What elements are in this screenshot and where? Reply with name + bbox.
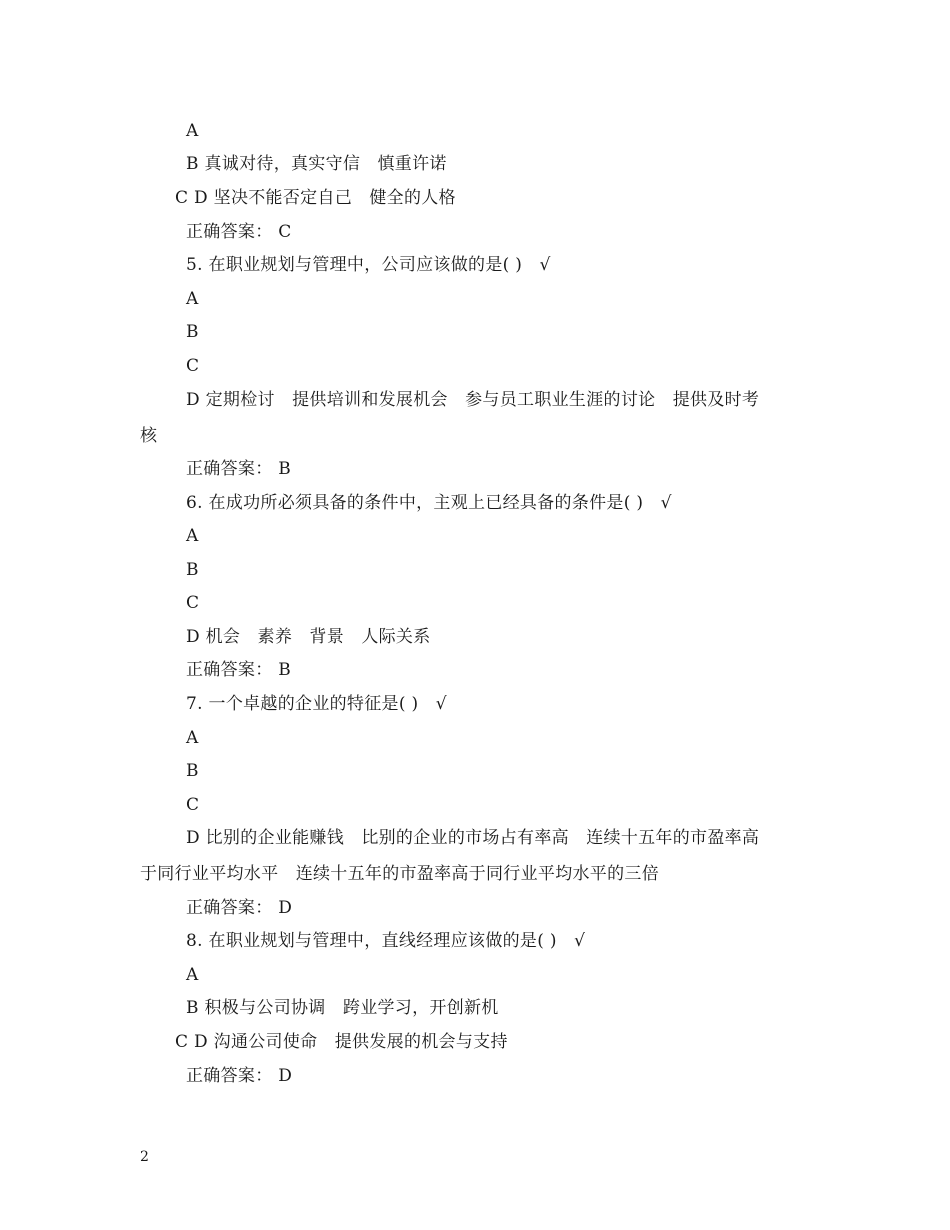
option-c-q5: C [186,356,200,376]
answer-q5: 正确答案： B [186,459,291,479]
option-a-q6: A [186,526,199,546]
answer-q7: 正确答案： D [186,898,293,918]
answer-q8: 正确答案： D [186,1066,293,1086]
option-d-q7-wrap: 于同行业平均水平 连续十五年的市盈率高于同行业平均水平的三倍 [140,864,659,884]
option-b-q7: B [186,761,199,781]
option-b-q8: B 积极与公司协调 跨业学习，开创新机 [186,998,499,1018]
question-6: 6. 在成功所必须具备的条件中，主观上已经具备的条件是( ) √ [186,493,672,513]
option-d-q5: D 定期检讨 提供培训和发展机会 参与员工职业生涯的讨论 提供及时考 [186,390,760,410]
option-b-q4: B 真诚对待，真实守信 慎重许诺 [186,154,447,174]
option-d-q5-wrap: 核 [140,426,158,446]
option-b-q5: B [186,322,199,342]
question-7: 7. 一个卓越的企业的特征是( ) √ [186,694,447,714]
option-c-q6: C [186,593,200,613]
option-cd-q4: C D 坚决不能否定自己 健全的人格 [175,188,456,208]
option-d-q6: D 机会 素养 背景 人际关系 [186,627,431,647]
answer-q6: 正确答案： B [186,660,291,680]
option-a-q7: A [186,728,199,748]
option-a-q4: A [186,121,199,141]
option-cd-q8: C D 沟通公司使命 提供发展的机会与支持 [175,1032,508,1052]
question-5: 5. 在职业规划与管理中，公司应该做的是( ) √ [186,255,551,275]
option-b-q6: B [186,560,199,580]
page-number: 2 [140,1149,149,1165]
question-8: 8. 在职业规划与管理中，直线经理应该做的是( ) √ [186,931,586,951]
option-d-q7: D 比别的企业能赚钱 比别的企业的市场占有率高 连续十五年的市盈率高 [186,828,760,848]
option-a-q8: A [186,965,199,985]
option-a-q5: A [186,289,199,309]
answer-q4: 正确答案： C [186,222,292,242]
option-c-q7: C [186,795,200,815]
